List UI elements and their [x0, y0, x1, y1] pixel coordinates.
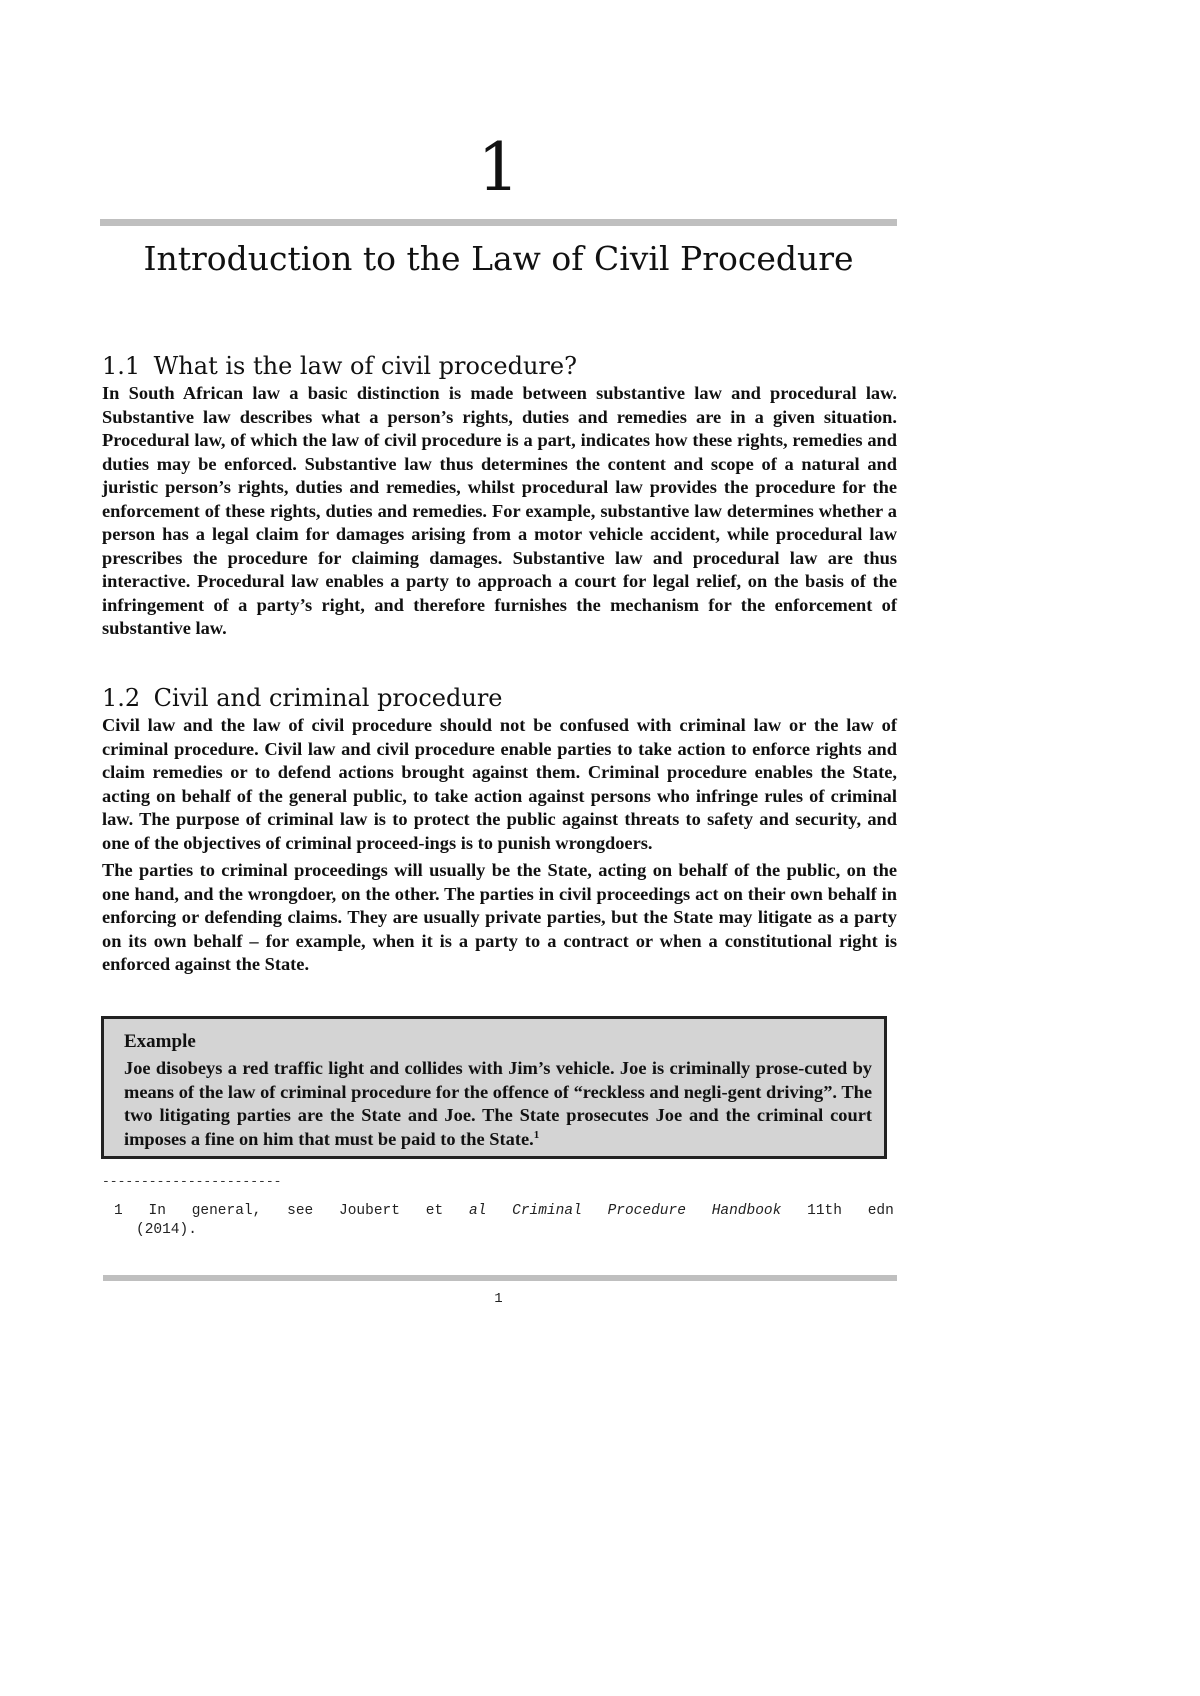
section-heading — [102, 682, 897, 714]
footnote-separator: ----------------------- — [102, 1174, 282, 1189]
section-1-2 — [102, 682, 897, 981]
example-text — [124, 1057, 872, 1151]
page-rule-bottom — [103, 1275, 897, 1281]
footnote-word: Joubert — [339, 1203, 400, 1219]
section-heading — [102, 350, 897, 382]
example-box — [101, 1016, 887, 1159]
example-content — [104, 1029, 884, 1151]
footnote-title-word: Procedure — [607, 1203, 686, 1219]
footnote-1 — [114, 1202, 894, 1240]
example-body: Joe disobeys a red traffic light and collides with Jim’s vehicle. Joe is criminally prose-cuted by means of the law of criminal procedure for the offence of “reckless and negli-gent driving”. The two litigating parties are the State and Joe. The State prosecutes Joe and the criminal court imposes a fine on him that must be paid to the State. — [124, 1058, 872, 1149]
footnote-word: et — [425, 1203, 444, 1219]
footnote-line — [114, 1202, 894, 1221]
section-title: Civil and criminal procedure — [153, 684, 503, 712]
footnote-title-word: Handbook — [711, 1203, 782, 1219]
footnote-word: edn — [867, 1203, 894, 1219]
section-number: 1.1 — [102, 352, 141, 380]
footnote-word: see — [287, 1203, 314, 1219]
footnote-reference[interactable]: 1 — [533, 1128, 540, 1141]
chapter-rule-top — [100, 219, 897, 226]
chapter-number: 1 — [477, 129, 520, 206]
page-number: 1 — [494, 1291, 503, 1307]
section-number: 1.2 — [102, 684, 141, 712]
footnote-continuation: (2014). — [136, 1222, 197, 1238]
footnote-word: 11th — [807, 1203, 842, 1219]
footnote-number: 1 — [114, 1203, 123, 1219]
footnote-title-word: Criminal — [512, 1203, 582, 1219]
paragraph: In South African law a basic distinction is made between substantive law and procedural law. Substantive law describes what a person’s rights, duties and remedies are in a given situation. Procedural law, of which the law of civil procedure is a part, indicates how these rights, remedies and duties may be enforced. Substantive law thus determines the content and scope of a natural and juristic person’s rights, duties and remedies, whilst procedural law provides the procedure for the enforcement of these rights, duties and remedies. For example, substantive law determines whether a person has a legal claim for damages arising from a motor vehicle accident, while procedural law prescribes the procedure for claiming damages. Substantive law and procedural law are thus interactive. Procedural law enables a party to approach a court for legal relief, on the basis of the infringement of a party’s right, and therefore furnishes the mechanism for the enforcement of substantive law. — [102, 383, 897, 638]
footnote-word: In — [148, 1203, 166, 1219]
section-title: What is the law of civil procedure? — [153, 352, 577, 380]
example-heading: Example — [124, 1031, 196, 1052]
footnote-word: al — [468, 1203, 487, 1219]
paragraph: The parties to criminal proceedings will usually be the State, acting on behalf of the public, on the one hand, and the wrongdoer, on the other. The parties in civil proceedings act on their own behalf in enforcing or defending claims. They are usually private parties, but the State may litigate as a party on its own behalf – for example, when it is a party to a contract or when a constitutional right is enforced against the State. — [102, 860, 897, 974]
document-page — [100, 0, 897, 1696]
footnote-word: general, — [191, 1203, 262, 1219]
paragraph: Civil law and the law of civil procedure should not be confused with criminal law or the law of criminal procedure. Civil law and civil procedure enable parties to take action to enforce rights and claim remedies or to defend actions brought against them. Criminal procedure enables the State, acting on behalf of the general public, to take action against persons who infringe rules of criminal law. The purpose of criminal law is to protect the public against threats to safety and security, and one of the objectives of criminal proceed-ings is to punish wrongdoers. — [102, 715, 897, 853]
chapter-title: Introduction to the Law of Civil Procedure — [143, 239, 854, 278]
section-1-1 — [102, 350, 897, 645]
